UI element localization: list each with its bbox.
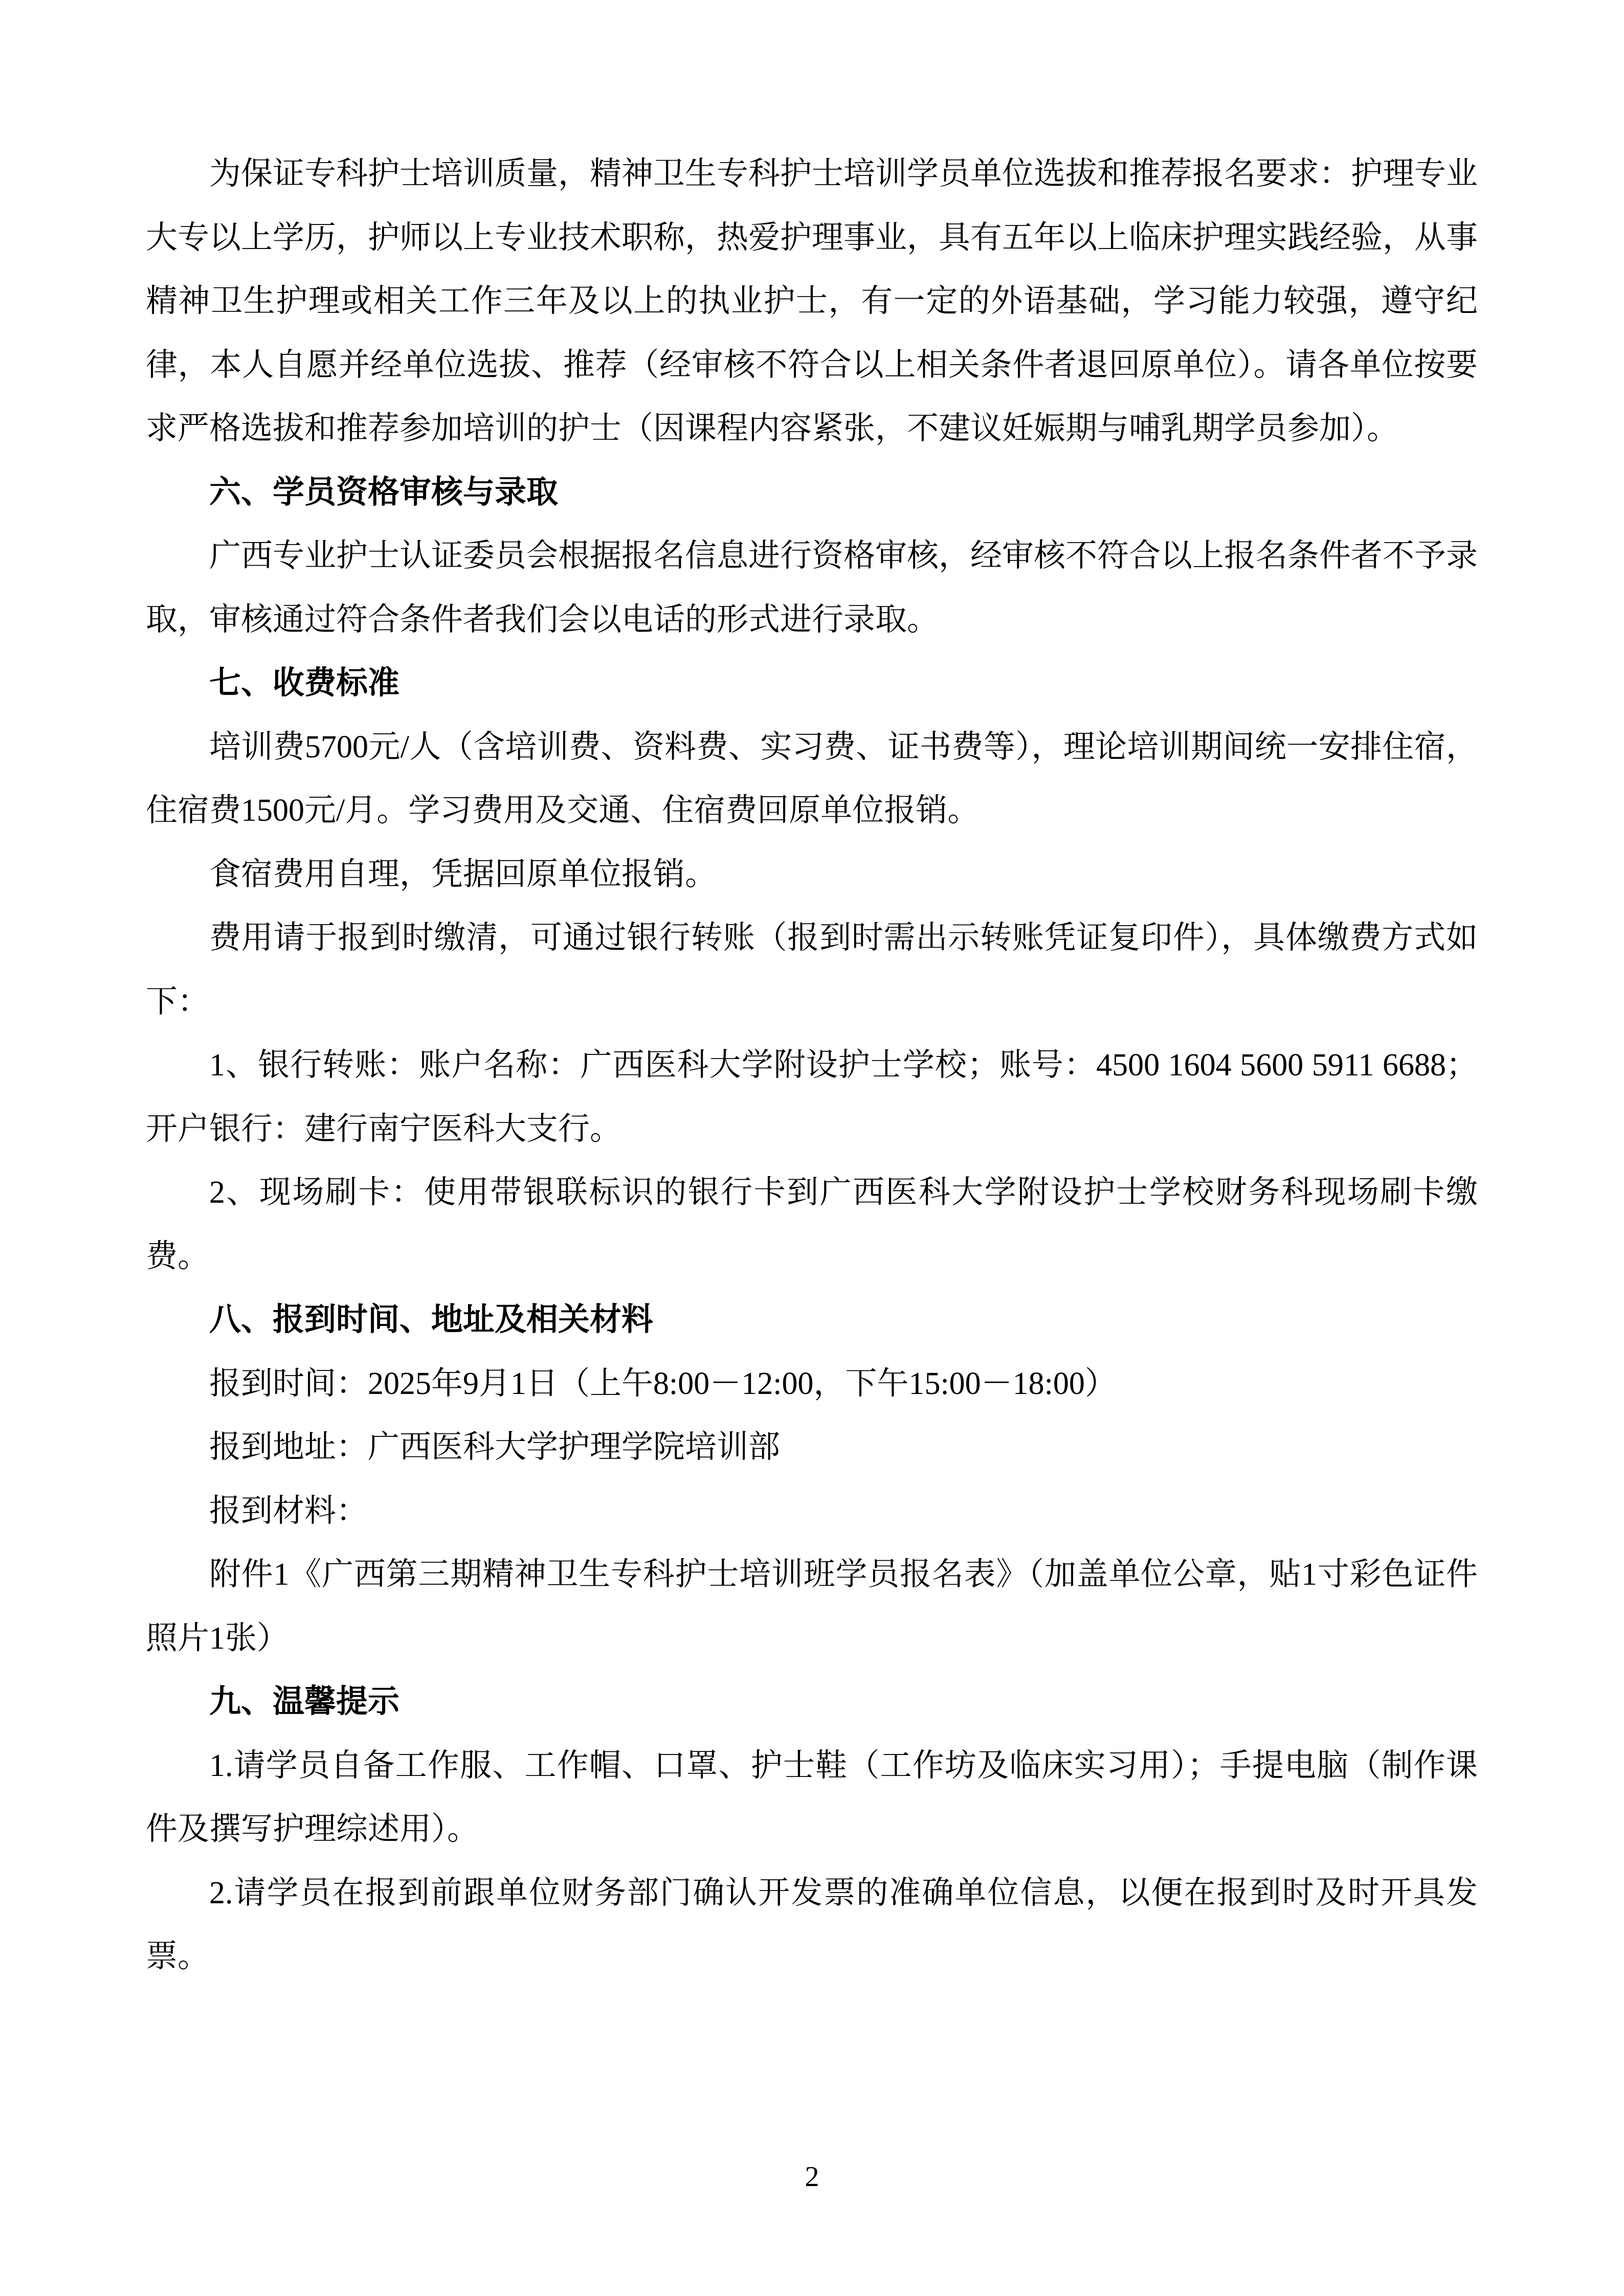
section-heading: 六、学员资格审核与录取 — [209, 475, 559, 510]
section-heading: 八、报到时间、地址及相关材料 — [209, 1302, 654, 1337]
paragraph: 2.请学员在报到前跟单位财务部门确认开发票的准确单位信息，以便在报到时及时开具发票。 — [146, 1875, 1478, 1974]
paragraph: 1.请学员自备工作服、工作帽、口罩、护士鞋（工作坊及临床实习用）；手提电脑（制作课件及撰写护理综述用）。 — [146, 1748, 1478, 1847]
document-body — [146, 142, 1478, 1989]
paragraph: 2、现场刷卡：使用带银联标识的银行卡到广西医科大学附设护士学校财务科现场刷卡缴费。 — [146, 1175, 1478, 1274]
paragraph: 广西专业护士认证委员会根据报名信息进行资格审核，经审核不符合以上报名条件者不予录取，审核通过符合条件者我们会以电话的形式进行录取。 — [146, 538, 1478, 637]
section-heading: 七、收费标准 — [209, 666, 400, 701]
page-number: 2 — [805, 2161, 819, 2193]
paragraph: 费用请于报到时缴清，可通过银行转账（报到时需出示转账凭证复印件），具体缴费方式如下： — [146, 920, 1478, 1019]
section-heading: 九、温馨提示 — [209, 1684, 400, 1719]
paragraph: 1、银行转账：账户名称：广西医科大学附设护士学校；账号：4500 1604 5600 5911 6688；开户银行：建行南宁医科大支行。 — [146, 1048, 1478, 1146]
paragraph: 报到地址：广西医科大学护理学院培训部 — [209, 1430, 781, 1465]
paragraph: 培训费5700元/人（含培训费、资料费、实习费、证书费等），理论培训期间统一安排住宿，住宿费1500元/月。学习费用及交通、住宿费回原单位报销。 — [146, 729, 1478, 828]
paragraph: 食宿费用自理，凭据回原单位报销。 — [209, 857, 717, 892]
paragraph: 为保证专科护士培训质量，精神卫生专科护士培训学员单位选拔和推荐报名要求：护理专业大专以上学历，护师以上专业技术职称，热爱护理事业，具有五年以上临床护理实践经验，从事精神卫生护理或相关工作三年及以上的执业护士，有一定的外语基础，学习能力较强，遵守纪律，本人自愿并经单位选拔、推荐（经审核不符合以上相关条件者退回原单位）。请各单位按要求严格选拔和推荐参加培训的护士（因课程内容紧张，不建议妊娠期与哺乳期学员参加）。 — [146, 156, 1478, 446]
paragraph: 报到时间：2025年9月1日（上午8:00－12:00，下午15:00－18:00） — [209, 1366, 1117, 1401]
paragraph: 报到材料： — [209, 1493, 368, 1528]
paragraph: 附件1《广西第三期精神卫生专科护士培训班学员报名表》（加盖单位公章，贴1寸彩色证件照片1张） — [146, 1557, 1478, 1656]
